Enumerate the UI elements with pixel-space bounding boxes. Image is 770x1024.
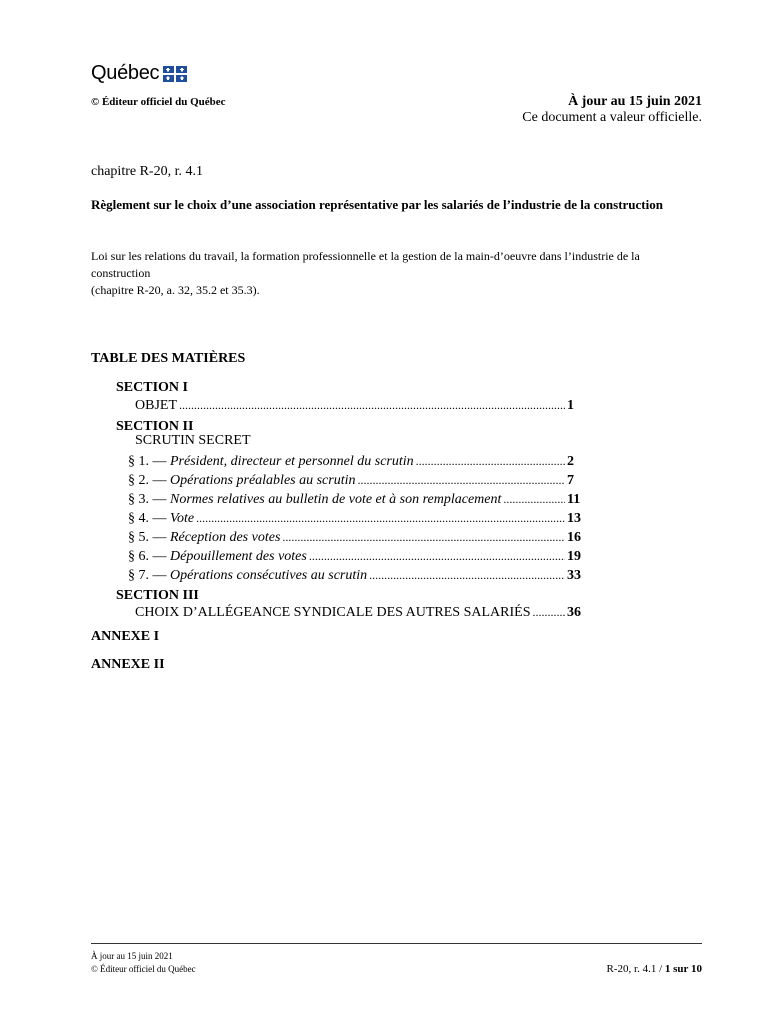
footer-date: À jour au 15 juin 2021 [91, 951, 173, 961]
toc-entry-subsection-1[interactable] [128, 452, 585, 471]
dot-leader [369, 566, 565, 584]
dot-leader [282, 528, 565, 546]
toc-entry-label: Opérations consécutives au scrutin [170, 568, 368, 583]
toc-page-number: 16 [567, 530, 581, 545]
toc-page-number: 7 [567, 473, 574, 488]
toc-page-number: 1 [567, 398, 574, 413]
law-title: Loi sur les relations du travail, la formation professionnelle et la gestion de la main-d’oeuvre dans l’industrie de la construction [91, 249, 640, 280]
toc-page-number: 2 [567, 454, 574, 469]
toc-entry-number: § 2. — [128, 473, 170, 488]
toc-entry-number: § 4. — [128, 511, 170, 526]
toc-entry-number: § 6. — [128, 549, 170, 564]
dot-leader [533, 603, 566, 621]
toc-page-number: 19 [567, 549, 581, 564]
toc-entry-label: Président, directeur et personnel du scrutin [170, 454, 414, 469]
toc-entry-label: Dépouillement des votes [170, 549, 307, 564]
footer-page-number: 1 sur 10 [664, 963, 702, 975]
toc-entry-label: Réception des votes [170, 530, 281, 545]
law-articles: (chapitre R-20, a. 32, 35.2 et 35.3). [91, 283, 260, 297]
fleurdelise-flag-icon [163, 66, 187, 82]
dot-leader [196, 509, 565, 527]
footer-left [91, 950, 196, 976]
update-date: À jour au 15 juin 2021 [568, 94, 702, 109]
footer-editor: © Éditeur officiel du Québec [91, 964, 196, 974]
dot-leader [503, 490, 565, 508]
footer-reference: R-20, r. 4.1 / [606, 963, 665, 975]
footer-divider [91, 943, 702, 944]
logo-wordmark: Québec [91, 62, 160, 84]
toc-entry-subsection-3[interactable] [128, 490, 585, 509]
toc-entry-number: § 3. — [128, 492, 170, 507]
dot-leader [179, 396, 565, 414]
toc-entry-choix-allegeance[interactable] [135, 603, 585, 622]
dot-leader [309, 547, 565, 565]
toc-entry-label: Normes relatives au bulletin de vote et à son remplacement [170, 492, 502, 507]
toc-annex-2[interactable]: ANNEXE II [91, 657, 165, 672]
dot-leader [416, 452, 565, 470]
toc-entry-number: § 1. — [128, 454, 170, 469]
toc-entry-label: CHOIX D’ALLÉGEANCE SYNDICALE DES AUTRES SALARIÉS [135, 605, 531, 620]
chapter-reference: chapitre R-20, r. 4.1 [91, 164, 203, 179]
toc-page-number: 33 [567, 568, 581, 583]
toc-entry-subsection-4[interactable] [128, 509, 585, 528]
toc-title: TABLE DES MATIÈRES [91, 351, 246, 366]
toc-section-3-head: SECTION III [116, 588, 199, 603]
toc-section-1-head: SECTION I [116, 380, 188, 395]
toc-entry-number: § 5. — [128, 530, 170, 545]
regulation-title: Règlement sur le choix d’une association représentative par les salariés de l’industrie de la construction [91, 197, 663, 212]
editor-label: © Éditeur officiel du Québec [91, 96, 226, 108]
official-notice: Ce document a valeur officielle. [522, 110, 702, 125]
toc-section-2-head: SECTION II [116, 419, 194, 434]
toc-entry-subsection-5[interactable] [128, 528, 585, 547]
toc-entry-label: OBJET [135, 398, 177, 413]
toc-annex-1[interactable]: ANNEXE I [91, 629, 160, 644]
toc-page-number: 13 [567, 511, 581, 526]
footer-page-info [607, 963, 702, 975]
toc-entry-label: Opérations préalables au scrutin [170, 473, 356, 488]
toc-page-number: 11 [567, 492, 581, 507]
toc-entry-subsection-2[interactable] [128, 471, 585, 490]
toc-entry-subsection-7[interactable] [128, 566, 585, 585]
toc-page-number: 36 [567, 605, 581, 620]
enabling-law [91, 248, 701, 299]
toc-entry-label: Vote [170, 511, 195, 526]
toc-entry-objet[interactable] [135, 396, 585, 415]
date-block [522, 94, 702, 126]
dot-leader [358, 471, 566, 489]
quebec-logo [91, 62, 187, 85]
toc-entry-number: § 7. — [128, 568, 170, 583]
toc-entry-subsection-6[interactable] [128, 547, 585, 566]
toc-section-2-subtitle: SCRUTIN SECRET [135, 433, 251, 448]
